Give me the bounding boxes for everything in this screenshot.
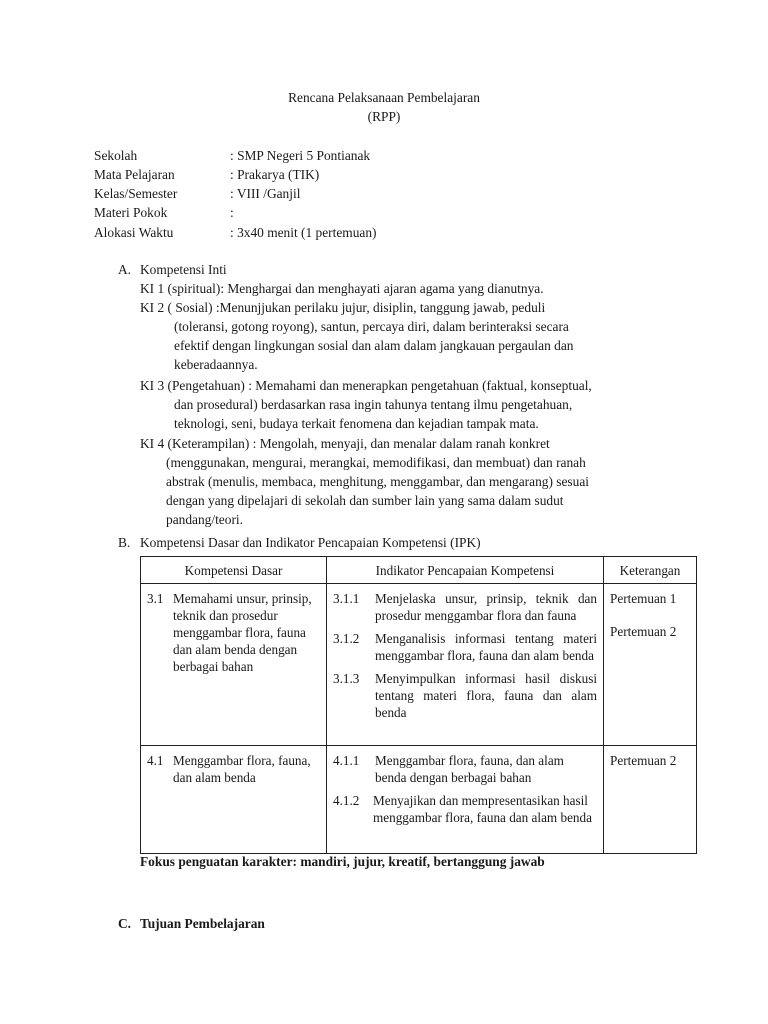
section-title: Tujuan Pembelajaran (140, 916, 265, 931)
kd-cell (141, 584, 327, 746)
identity-label: Mata Pelajaran (94, 167, 175, 182)
kd-item (147, 590, 320, 675)
ki-1 (140, 279, 680, 298)
ipk-text: Menggambar flora, fauna, dan alam benda dengan berbagai bahan (375, 753, 564, 785)
ipk-item (333, 670, 597, 721)
ki-line: KI 4 (Keterampilan) : Mengolah, menyaji, dan menalar dalam ranah konkret (140, 436, 550, 451)
kd-ipk-table (140, 556, 697, 854)
table-header-kd: Kompetensi Dasar (141, 557, 327, 584)
kd-text: Memahami unsur, prinsip, teknik dan prosedur menggambar flora, fauna dan alam benda dengan berbagai bahan (173, 591, 312, 674)
identity-label: Materi Pokok (94, 205, 168, 220)
ipk-text: Menyajikan dan mempresentasikan hasil menggambar flora, fauna dan alam benda (373, 793, 592, 825)
section-letter: B. (118, 535, 131, 550)
kd-cell (141, 746, 327, 854)
ipk-item (333, 752, 597, 786)
ipk-number: 4.1.1 (333, 753, 360, 768)
kd-number: 3.1 (147, 591, 164, 606)
section-title: Kompetensi Inti (140, 262, 227, 277)
section-c-heading (118, 914, 265, 933)
section-title: Kompetensi Dasar dan Indikator Pencapaian Kompetensi (IPK) (140, 535, 481, 550)
ipk-text: Menjelaska unsur, prinsip, teknik dan prosedur menggambar flora dan fauna (375, 591, 597, 623)
ki-line: dengan yang dipelajari di sekolah dan sumber lain yang sama dalam sudut (166, 493, 564, 508)
identity-label: Alokasi Waktu (94, 225, 174, 240)
identity-label: Sekolah (94, 148, 138, 163)
ki-line: KI 3 (Pengetahuan) : Memahami dan menerapkan pengetahuan (faktual, konseptual, (140, 378, 592, 393)
keterangan-text: Pertemuan 1 (610, 591, 677, 606)
table-row (141, 746, 697, 854)
table-row (141, 584, 697, 746)
ki-line: KI 2 ( Sosial) :Menunjjukan perilaku jujur, disiplin, tanggung jawab, peduli (140, 300, 546, 315)
keterangan-cell (604, 584, 697, 746)
ipk-item (333, 590, 597, 624)
kd-item (147, 752, 320, 786)
ipk-item (333, 630, 597, 664)
ipk-number: 3.1.2 (333, 631, 360, 646)
ipk-cell (327, 584, 604, 746)
fokus-karakter: Fokus penguatan karakter: mandiri, jujur, kreatif, bertanggung jawab (140, 854, 545, 869)
section-a-heading (118, 260, 227, 279)
ipk-number: 3.1.1 (333, 591, 360, 606)
identity-value: : Prakarya (TIK) (230, 167, 320, 182)
section-letter: C. (118, 916, 132, 931)
ipk-text: Menyimpulkan informasi hasil diskusi tentang materi flora, fauna dan alam benda (375, 671, 597, 720)
ki-line: efektif dengan lingkungan sosial dan alam dalam jangkauan pergaulan dan (174, 338, 574, 353)
keterangan-text: Pertemuan 2 (610, 624, 677, 639)
ipk-number: 4.1.2 (333, 793, 360, 808)
document-title: Rencana Pelaksanaan Pembelajaran (288, 90, 480, 105)
ki-line: abstrak (menulis, membaca, menghitung, menggambar, dan mengarang) sesuai (166, 474, 589, 489)
ipk-item (333, 792, 597, 826)
ki-line: KI 1 (spiritual): Menghargai dan menghayati ajaran agama yang dianutnya. (140, 281, 544, 296)
identity-value: : SMP Negeri 5 Pontianak (230, 148, 371, 163)
ki-4 (140, 434, 680, 529)
keterangan-text: Pertemuan 2 (610, 753, 677, 768)
kd-text: Menggambar flora, fauna, dan alam benda (173, 753, 311, 785)
identity-value: : (230, 205, 234, 220)
table-header-row (141, 557, 697, 584)
ki-line: teknologi, seni, budaya terkait fenomena dan kejadian tampak mata. (174, 416, 539, 431)
ki-2 (140, 298, 680, 374)
section-b-heading (118, 533, 481, 552)
section-letter: A. (118, 262, 132, 277)
table-header-ipk: Indikator Pencapaian Kompetensi (327, 557, 604, 584)
ki-line: keberadaannya. (174, 357, 258, 372)
ki-line: (menggunakan, mengurai, merangkai, memodifikasi, dan membuat) dan ranah (166, 455, 586, 470)
ipk-text: Menganalisis informasi tentang materi menggambar flora, fauna dan alam benda (375, 631, 597, 663)
identity-value: : VIII /Ganjil (230, 186, 301, 201)
ipk-cell (327, 746, 604, 854)
identity-value: : 3x40 menit (1 pertemuan) (230, 225, 377, 240)
identity-label: Kelas/Semester (94, 186, 178, 201)
table-header-keterangan: Keterangan (604, 557, 697, 584)
document-subtitle: (RPP) (367, 109, 401, 124)
ki-line: (toleransi, gotong royong), santun, percaya diri, dalam berinteraksi secara (174, 319, 569, 334)
kd-number: 4.1 (147, 753, 164, 768)
keterangan-cell (604, 746, 697, 854)
ipk-number: 3.1.3 (333, 671, 360, 686)
ki-3 (140, 376, 680, 433)
ki-line: pandang/teori. (166, 512, 243, 527)
ki-line: dan prosedural) berdasarkan rasa ingin tahunya tentang ilmu pengetahuan, (174, 397, 573, 412)
